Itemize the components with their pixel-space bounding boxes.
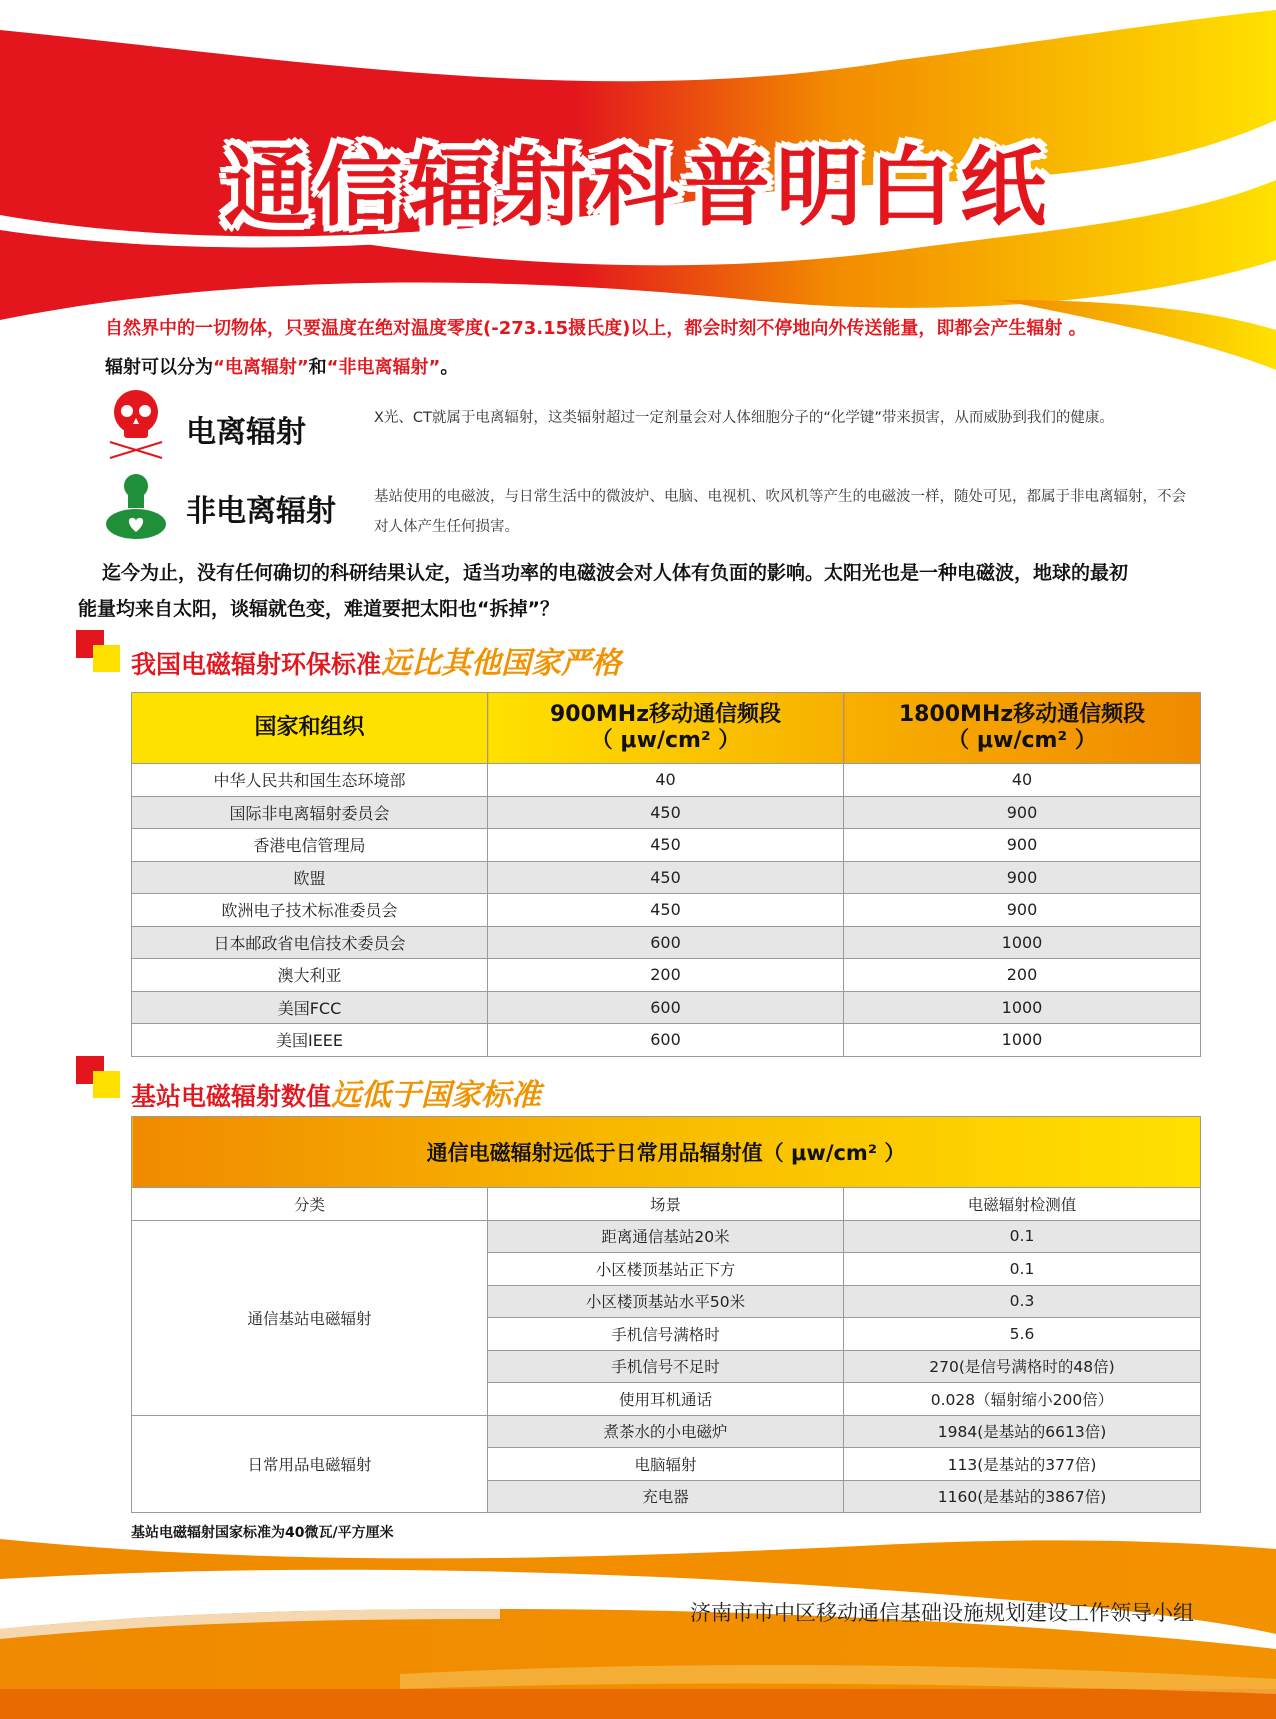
header-country: 国家和组织 [132, 693, 488, 764]
standard-note: 基站电磁辐射国家标准为40微瓦/平方厘米 [131, 1525, 394, 1541]
cell-scenario: 小区楼顶基站正下方 [488, 1253, 844, 1286]
cell-1800: 900 [844, 829, 1201, 862]
cell-900: 450 [488, 796, 844, 829]
section2-heading-emphasis: 远低于国家标准 [331, 1078, 542, 1113]
cell-900: 450 [488, 861, 844, 894]
table-row [132, 991, 1201, 1024]
cell-value: 0.1 [844, 1253, 1201, 1286]
cell-value: 113(是基站的377倍) [844, 1448, 1201, 1481]
section2-heading-text: 基站电磁辐射数值 [131, 1082, 332, 1111]
header-900mhz-unit: （ μw/cm² ） [590, 728, 741, 753]
section2-heading [131, 1070, 541, 1114]
section1-heading-emphasis: 远比其他国家严格 [381, 646, 622, 681]
cell-900: 600 [488, 1024, 844, 1057]
cell-org: 美国IEEE [132, 1024, 488, 1057]
cell-org: 美国FCC [132, 991, 488, 1024]
cell-900: 40 [488, 764, 844, 797]
intro-line-1: 自然界中的一切物体，只要温度在绝对温度零度(-273.15摄氏度)以上，都会时刻不停地向外传送能量，即都会产生辐射 。 [105, 318, 1087, 339]
cell-900: 600 [488, 991, 844, 1024]
cell-scenario: 距离通信基站20米 [488, 1220, 844, 1253]
cell-value: 5.6 [844, 1318, 1201, 1351]
cell-900: 200 [488, 959, 844, 992]
cell-value: 0.028（辐射缩小200倍） [844, 1383, 1201, 1416]
table-row [132, 1024, 1201, 1057]
cell-value: 0.1 [844, 1220, 1201, 1253]
table-row [132, 796, 1201, 829]
table-row [132, 1220, 1201, 1253]
header-900mhz-label: 900MHz移动通信频段 [549, 702, 782, 727]
cell-org: 澳大利亚 [132, 959, 488, 992]
table-row [132, 861, 1201, 894]
header-1800mhz [844, 693, 1201, 764]
cell-value: 1984(是基站的6613倍) [844, 1415, 1201, 1448]
paragraph-line-2: 能量均来自太阳，谈辐就色变，难道要把太阳也“拆掉”？ [78, 598, 559, 620]
header-category: 分类 [132, 1188, 488, 1221]
intro-suffix: 。 [440, 357, 459, 378]
comparison-table-caption: 通信电磁辐射远低于日常用品辐射值（ μw/cm² ） [132, 1117, 1201, 1188]
ionizing-title: 电离辐射 [186, 415, 306, 450]
skull-crossbones-icon [104, 388, 168, 460]
cell-scenario: 充电器 [488, 1480, 844, 1513]
cell-value: 0.3 [844, 1285, 1201, 1318]
cell-org: 国际非电离辐射委员会 [132, 796, 488, 829]
person-heart-icon [104, 472, 168, 540]
cell-1800: 1000 [844, 991, 1201, 1024]
cell-value: 270(是信号满格时的48倍) [844, 1350, 1201, 1383]
cell-900: 450 [488, 894, 844, 927]
ionizing-term: “电离辐射” [213, 357, 309, 378]
nonionizing-desc: 基站使用的电磁波，与日常生活中的微波炉、电脑、电视机、吹风机等产生的电磁波一样，随处可见，都属于非电离辐射，不会对人体产生任何损害。 [374, 489, 1186, 535]
cell-scenario: 手机信号不足时 [488, 1350, 844, 1383]
group-label-base-station: 通信基站电磁辐射 [132, 1220, 488, 1415]
page-title: 通信辐射科普明白纸 [224, 138, 1052, 238]
comparison-table [131, 1116, 1201, 1513]
standards-table [131, 692, 1201, 1057]
cell-org: 欧洲电子技术标准委员会 [132, 894, 488, 927]
ionizing-desc: X光、CT就属于电离辐射，这类辐射超过一定剂量会对人体细胞分子的“化学键”带来损害，从而威胁到我们的健康。 [374, 410, 1114, 426]
section1-heading [131, 638, 621, 682]
table-row [132, 764, 1201, 797]
table-row [132, 829, 1201, 862]
cell-org: 日本邮政省电信技术委员会 [132, 926, 488, 959]
cell-scenario: 煮茶水的小电磁炉 [488, 1415, 844, 1448]
cell-scenario: 小区楼顶基站水平50米 [488, 1285, 844, 1318]
intro-line-2 [105, 353, 458, 379]
cell-value: 1160(是基站的3867倍) [844, 1480, 1201, 1513]
section1-heading-text: 我国电磁辐射环保标准 [131, 650, 382, 679]
header-value: 电磁辐射检测值 [844, 1188, 1201, 1221]
cell-1800: 900 [844, 894, 1201, 927]
cell-org: 中华人民共和国生态环境部 [132, 764, 488, 797]
group-label-daily-items: 日常用品电磁辐射 [132, 1415, 488, 1513]
cell-org: 香港电信管理局 [132, 829, 488, 862]
table-row [132, 894, 1201, 927]
cell-1800: 40 [844, 764, 1201, 797]
header-scenario: 场景 [488, 1188, 844, 1221]
cell-scenario: 电脑辐射 [488, 1448, 844, 1481]
nonionizing-term: “非电离辐射” [326, 357, 441, 378]
cell-scenario: 使用耳机通话 [488, 1383, 844, 1416]
header-1800mhz-unit: （ μw/cm² ） [947, 728, 1097, 753]
nonionizing-title: 非电离辐射 [186, 494, 336, 529]
header-1800mhz-label: 1800MHz移动通信频段 [898, 702, 1146, 727]
cell-1800: 900 [844, 861, 1201, 894]
paragraph-line-1: 迄今为止，没有任何确切的科研结果认定，适当功率的电磁波会对人体有负面的影响。太阳光也是一种电磁波，地球的最初 [102, 562, 1129, 584]
cell-900: 450 [488, 829, 844, 862]
section-marker-yellow [93, 1071, 120, 1098]
cell-900: 600 [488, 926, 844, 959]
table-row [132, 1415, 1201, 1448]
cell-org: 欧盟 [132, 861, 488, 894]
cell-scenario: 手机信号满格时 [488, 1318, 844, 1351]
table-header-row [132, 1188, 1201, 1221]
cell-1800: 1000 [844, 926, 1201, 959]
table-row [132, 959, 1201, 992]
cell-1800: 900 [844, 796, 1201, 829]
table-row [132, 926, 1201, 959]
section-marker-yellow [93, 645, 120, 672]
cell-1800: 1000 [844, 1024, 1201, 1057]
header-900mhz [488, 693, 844, 764]
intro-and: 和 [308, 357, 327, 378]
intro-prefix: 辐射可以分为 [105, 357, 213, 378]
cell-1800: 200 [844, 959, 1201, 992]
footer-organization: 济南市市中区移动通信基础设施规划建设工作领导小组 [690, 1601, 1194, 1625]
